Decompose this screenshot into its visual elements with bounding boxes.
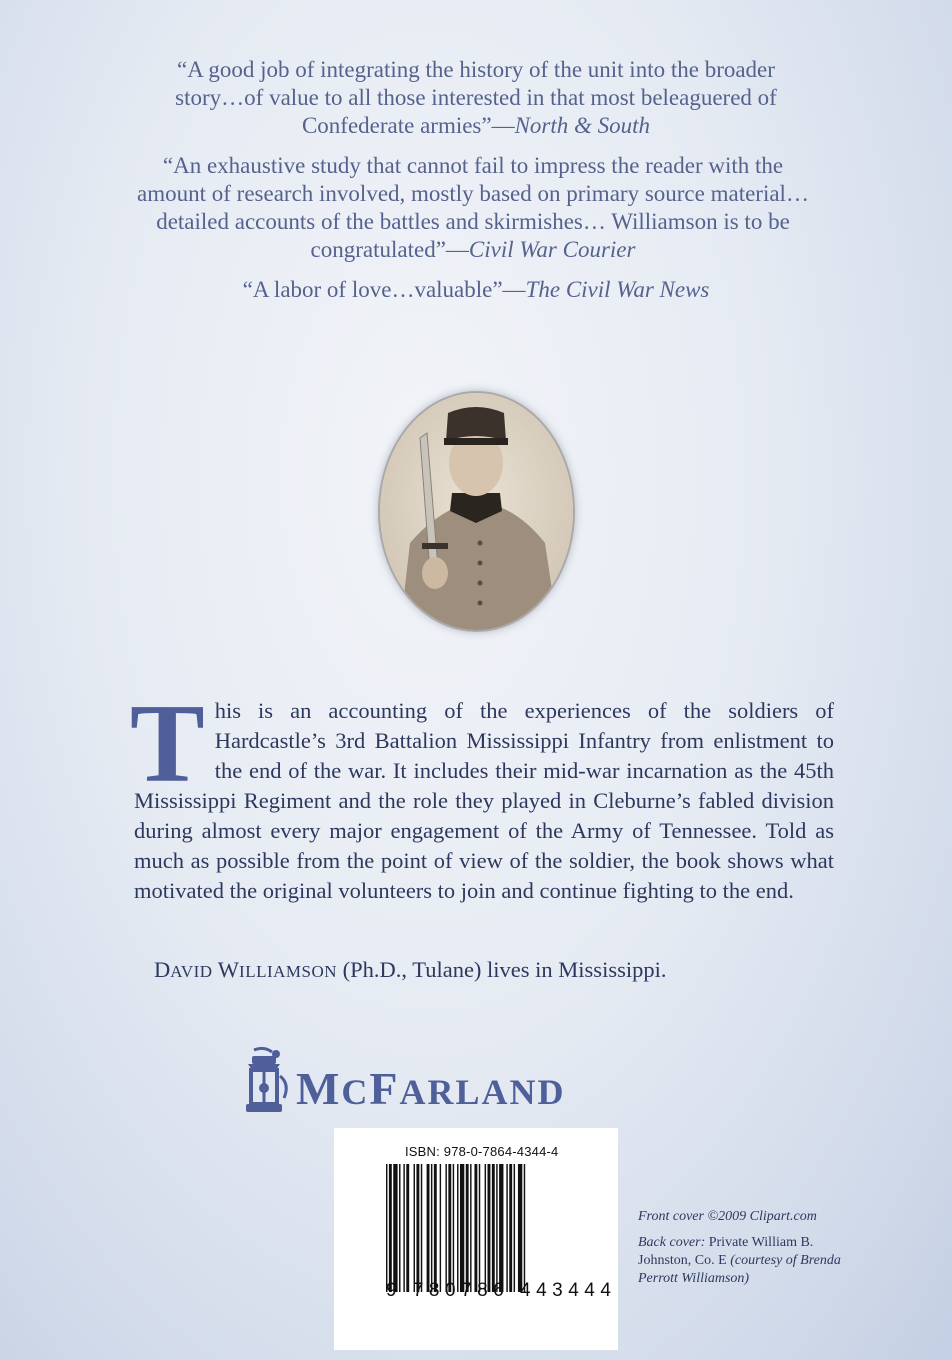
publisher-name [296,1062,566,1115]
credit-courtesy: (courtesy of Brenda Perrott Williamson) [638,1253,841,1286]
isbn-label: ISBN: 978-0-7864-4344-4 [405,1144,559,1159]
publisher-name-part: F [369,1063,400,1114]
credit-text: ©2009 Clipart.com [703,1209,817,1224]
review-quotes [0,56,952,316]
credit-label: Back cover: [638,1235,706,1250]
quote-source: The Civil War News [525,277,710,302]
barcode-icon [386,1164,576,1292]
quote-text: “A good job of integrating the history of the unit into the broader story…of value to all those interested in that most beleaguered of Confederate armies”— [175,57,777,138]
book-description [130,682,834,906]
quote-text: “A labor of love…valuable”— [242,277,526,302]
author-first-initial: D [154,957,171,982]
publisher-name-part: M [296,1063,342,1114]
cover-credits [638,1208,858,1296]
description-text: his is an accounting of the experiences of the soldiers of Hardcastle’s 3rd Battalion Mississippi Infantry from enlistment to the end of the war. It includes their mid-war incarnation as the 45th Mississippi Regiment and the role they played in Cleburne’s fabled division during almost every major engagement of the Army of Tennessee. Told as much as possible from the point of view of the soldier, the book shows what motivated the original volunteers to join and continue fighting to the end. [134,698,834,903]
quote-text: “An exhaustive study that cannot fail to impress the reader with the amount of research involved, mostly based on primary source material…detailed accounts of the battles and skirmishes… Williamson is to be congratulated”— [137,153,809,262]
publisher-name-part: ARLAND [399,1072,566,1112]
isbn-barcode-box [334,1128,618,1350]
drop-cap: T [130,682,205,806]
quote-source: North & South [514,113,651,138]
credit-text: Private William B. Johnston, Co. E [638,1235,814,1268]
soldier-portrait [380,393,573,630]
review-quote [176,276,776,304]
review-quote [166,56,786,140]
author-bio [154,957,666,983]
author-last-initial: W [217,957,240,982]
soldier-portrait-photo [380,393,573,630]
review-quote [133,152,813,264]
lantern-icon [238,1046,290,1116]
author-first-rest: AVID [170,962,213,981]
credit-label: Front cover [638,1209,704,1224]
author-bio-text: (Ph.D., Tulane) lives in Mississippi. [337,957,667,982]
back-cover-credit [638,1234,858,1288]
author-last-rest: ILLIAMSON [239,962,338,981]
quote-source: Civil War Courier [468,237,636,262]
front-cover-credit [638,1208,858,1226]
barcode-digits: 9 780786 443444 [386,1280,617,1301]
publisher-name-part: C [341,1072,370,1112]
